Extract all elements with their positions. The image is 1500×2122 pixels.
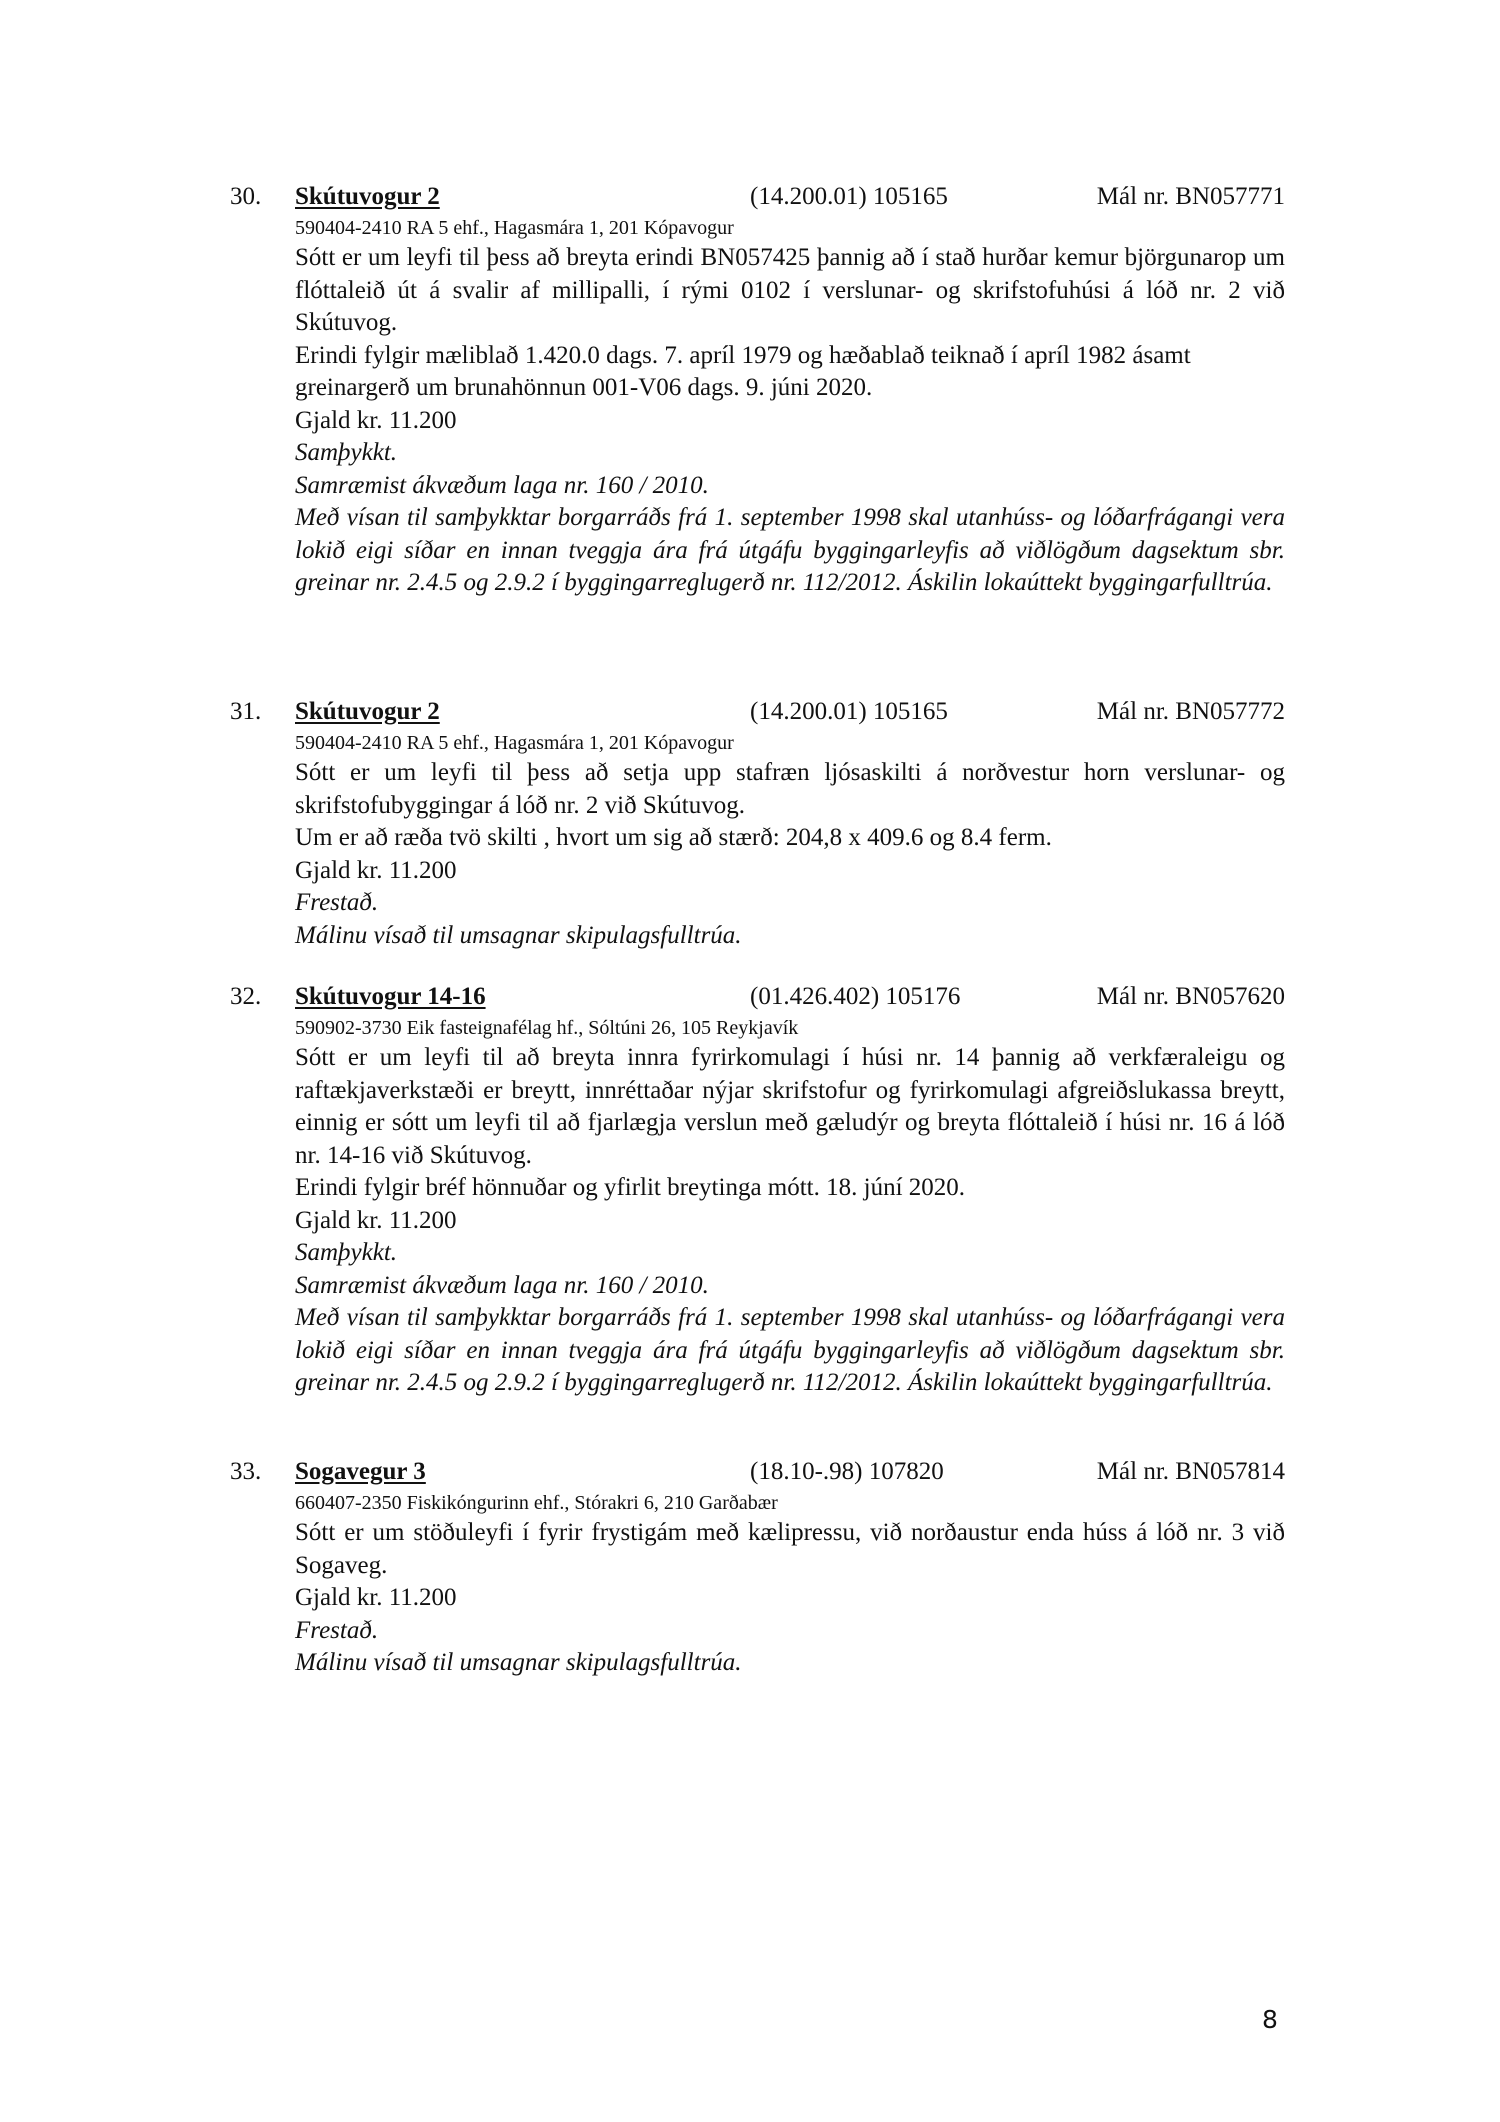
case-item-33: [230, 1455, 1285, 1680]
legal-note: Samræmist ákvæðum laga nr. 160 / 2010.: [295, 1271, 709, 1299]
case-body: [295, 1489, 1285, 1680]
case-id: Mál nr. BN057620: [1096, 983, 1285, 1010]
case-title: Skútuvogur 2: [295, 183, 440, 210]
description: Sótt er um leyfi til þess að breyta erindi BN057425 þannig að í stað hurðar kemur björgunarop um flóttaleið út á svalir af millipalli, í rými 0102 í verslunar- og skrifstofuhúsi á lóð nr. 2 við Skútuvog.: [295, 244, 1285, 336]
referral-note: Málinu vísað til umsagnar skipulagsfulltrúa.: [295, 921, 742, 949]
case-number: 31.: [230, 698, 262, 725]
page-number: 8: [1262, 2005, 1278, 2034]
case-header: [230, 1455, 1285, 1489]
case-header: [230, 980, 1285, 1014]
attachments: Erindi fylgir mæliblað 1.420.0 dags. 7. apríl 1979 og hæðablað teiknað í apríl 1982 ásamt greinargerð um brunahönnun 001-V06 dags. 9. júni 2020.: [295, 341, 1191, 401]
case-id: Mál nr. BN057814: [1096, 1458, 1285, 1485]
decision: Frestað.: [295, 1616, 379, 1644]
property-code: (01.426.402) 105176: [750, 983, 961, 1010]
applicant: 590404-2410 RA 5 ehf., Hagasmára 1, 201 Kópavogur: [295, 217, 734, 239]
applicant: 660407-2350 Fiskikóngurinn ehf., Stórakri 6, 210 Garðabær: [295, 1492, 778, 1514]
decision: Samþykkt.: [295, 439, 398, 466]
case-number: 32.: [230, 983, 262, 1010]
case-number: 33.: [230, 1458, 262, 1485]
case-body: [295, 214, 1285, 600]
fee: Gjald kr. 11.200: [295, 1584, 457, 1611]
description: Sótt er um leyfi til að breyta innra fyrirkomulagi í húsi nr. 14 þannig að verkfæraleigu og raftækjaverkstæði er breytt, innréttaðar nýjar skrifstofur og fyrirkomulagi afgreiðslukassa breytt, einnig er sótt um leyfi til að fjarlægja verslun með gæludýr og breyta flóttaleið í húsi nr. 16 á lóð nr. 14-16 við Skútuvog.: [295, 1044, 1285, 1169]
case-id: Mál nr. BN057771: [1096, 183, 1285, 210]
case-number: 30.: [230, 183, 262, 210]
case-item-31: [230, 695, 1285, 952]
applicant: 590404-2410 RA 5 ehf., Hagasmára 1, 201 Kópavogur: [295, 732, 734, 754]
referral-note: Málinu vísað til umsagnar skipulagsfulltrúa.: [295, 1649, 742, 1676]
attachments: Um er að ræða tvö skilti , hvort um sig að stærð: 204,8 x 409.6 og 8.4 ferm.: [295, 824, 1052, 851]
conditions-note: Með vísan til samþykktar borgarráðs frá 1. september 1998 skal utanhúss- og lóðarfrágangi vera lokið eigi síðar en innan tveggja ára frá útgáfu byggingarleyfis að viðlögðum dagsektum sbr. greinar nr. 2.4.5 og 2.9.2 í byggingarreglugerð nr. 112/2012. Áskilin lokaúttekt byggingarfulltrúa.: [295, 1304, 1285, 1396]
case-header: [230, 180, 1285, 214]
case-body: [295, 1014, 1285, 1400]
case-body: [295, 729, 1285, 952]
case-title: Skútuvogur 2: [295, 698, 440, 725]
property-code: (14.200.01) 105165: [750, 698, 948, 725]
case-item-30: [230, 180, 1285, 600]
decision: Frestað.: [295, 889, 379, 916]
case-title: Skútuvogur 14-16: [295, 983, 486, 1010]
applicant: 590902-3730 Eik fasteignafélag hf., Sóltúni 26, 105 Reykjavík: [295, 1017, 799, 1039]
property-code: (14.200.01) 105165: [750, 183, 948, 210]
property-code: (18.10-.98) 107820: [750, 1458, 944, 1485]
description: Sótt er um stöðuleyfi í fyrir frystigám með kælipressu, við norðaustur enda húss á lóð nr. 3 við Sogaveg.: [295, 1519, 1285, 1579]
case-item-32: [230, 980, 1285, 1400]
fee: Gjald kr. 11.200: [295, 1206, 457, 1234]
case-header: [230, 695, 1285, 729]
decision: Samþykkt.: [295, 1239, 398, 1266]
legal-note: Samræmist ákvæðum laga nr. 160 / 2010.: [295, 471, 709, 499]
fee: Gjald kr. 11.200: [295, 856, 457, 884]
conditions-note: Með vísan til samþykktar borgarráðs frá 1. september 1998 skal utanhúss- og lóðarfrágangi vera lokið eigi síðar en innan tveggja ára frá útgáfu byggingarleyfis að viðlögðum dagsektum sbr. greinar nr. 2.4.5 og 2.9.2 í byggingarreglugerð nr. 112/2012. Áskilin lokaúttekt byggingarfulltrúa.: [295, 504, 1285, 596]
description: Sótt er um leyfi til þess að setja upp stafræn ljósaskilti á norðvestur horn verslunar- og skrifstofubyggingar á lóð nr. 2 við Skútuvog.: [295, 759, 1285, 819]
case-title: Sogavegur 3: [295, 1458, 426, 1485]
attachments: Erindi fylgir bréf hönnuðar og yfirlit breytinga mótt. 18. júní 2020.: [295, 1174, 966, 1201]
case-id: Mál nr. BN057772: [1096, 698, 1285, 725]
fee: Gjald kr. 11.200: [295, 406, 457, 434]
